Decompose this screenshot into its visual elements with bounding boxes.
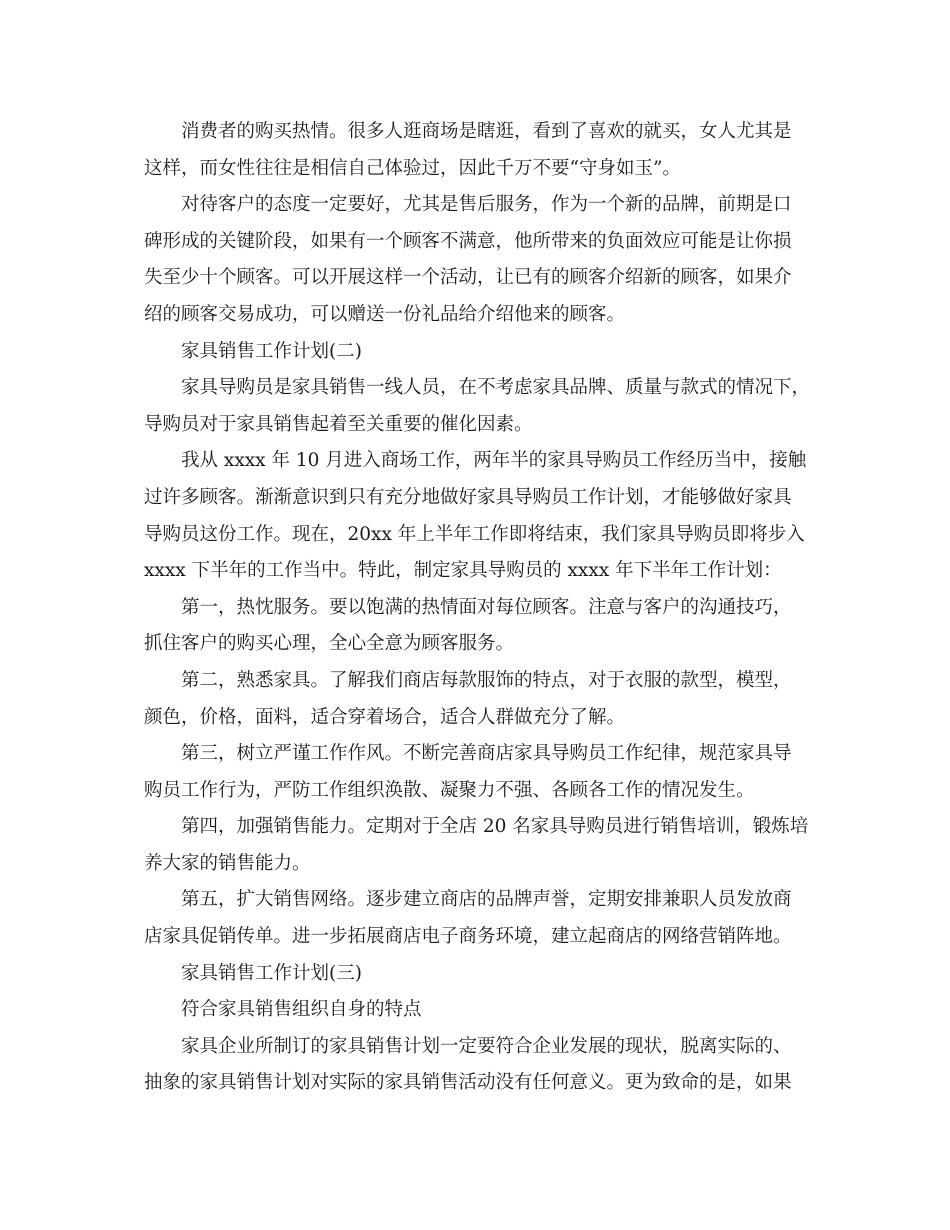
text-line: 店家具促销传单。进一步拓展商店电子商务环境，建立起商店的网络营销阵地。 xyxy=(144,926,792,948)
text-line: 抓住客户的购买心理，全心全意为顾客服务。 xyxy=(144,633,515,655)
text-line: 第二，熟悉家具。了解我们商店每款服饰的特点，对于衣服的款型，模型， xyxy=(181,669,792,691)
text-line: 第五，扩大销售网络。逐步建立商店的品牌声誉，定期安排兼职人员发放商 xyxy=(181,889,792,911)
text-line: 家具销售工作计划(二) xyxy=(181,340,362,362)
text-line: 这样，而女性往往是相信自己体验过，因此千万不要“守身如玉”。 xyxy=(144,157,681,179)
text-line: 绍的顾客交易成功，可以赠送一份礼品给介绍他来的顾客。 xyxy=(144,303,626,325)
text-line: 颜色，价格，面料，适合穿着场合，适合人群做充分了解。 xyxy=(144,706,626,728)
text-line: 家具导购员是家具销售一线人员，在不考虑家具品牌、质量与款式的情况下， xyxy=(181,377,811,399)
text-line: xxxx 下半年的工作当中。特此，制定家具导购员的 xxxx 年下半年工作计划： xyxy=(144,560,782,582)
text-line: 消费者的购买热情。很多人逛商场是瞎逛，看到了喜欢的就买，女人尤其是 xyxy=(181,121,792,142)
text-line: 导购员对于家具销售起着至关重要的催化因素。 xyxy=(144,413,533,435)
text-line: 过许多顾客。渐渐意识到只有充分地做好家具导购员工作计划，才能够做好家具 xyxy=(144,486,792,508)
text-line: 我从 xxxx 年 10 月进入商场工作，两年半的家具导购员工作经历当中，接触 xyxy=(181,450,807,472)
text-line: 家具销售工作计划(三) xyxy=(181,962,362,984)
text-line: 第四，加强销售能力。定期对于全店 20 名家具导购员进行销售培训，锻炼培 xyxy=(181,816,809,838)
text-line: 碑形成的关键阶段，如果有一个顾客不满意，他所带来的负面效应可能是让你损 xyxy=(144,230,792,252)
text-line: 符合家具销售组织自身的特点 xyxy=(181,999,422,1021)
text-line: 对待客户的态度一定要好，尤其是售后服务，作为一个新的品牌，前期是口 xyxy=(181,194,792,216)
text-line: 第三，树立严谨工作作风。不断完善商店家具导购员工作纪律，规范家具导 xyxy=(181,743,792,765)
text-line: 失至少十个顾客。可以开展这样一个活动，让已有的顾客介绍新的顾客，如果介 xyxy=(144,267,792,289)
text-line: 养大家的销售能力。 xyxy=(144,852,311,874)
text-line: 导购员这份工作。现在，20xx 年上半年工作即将结束，我们家具导购员即将步入 xyxy=(144,523,805,545)
document-body xyxy=(144,114,809,1102)
text-line: 家具企业所制订的家具销售计划一定要符合企业发展的现状，脱离实际的、 xyxy=(181,1035,792,1057)
text-line: 抽象的家具销售计划对实际的家具销售活动没有任何意义。更为致命的是，如果 xyxy=(144,1072,792,1094)
text-line: 购员工作行为，严防工作组织涣散、凝聚力不强、各顾各工作的情况发生。 xyxy=(144,779,755,801)
text-line: 第一，热忱服务。要以饱满的热情面对每位顾客。注意与客户的沟通技巧， xyxy=(181,596,792,618)
